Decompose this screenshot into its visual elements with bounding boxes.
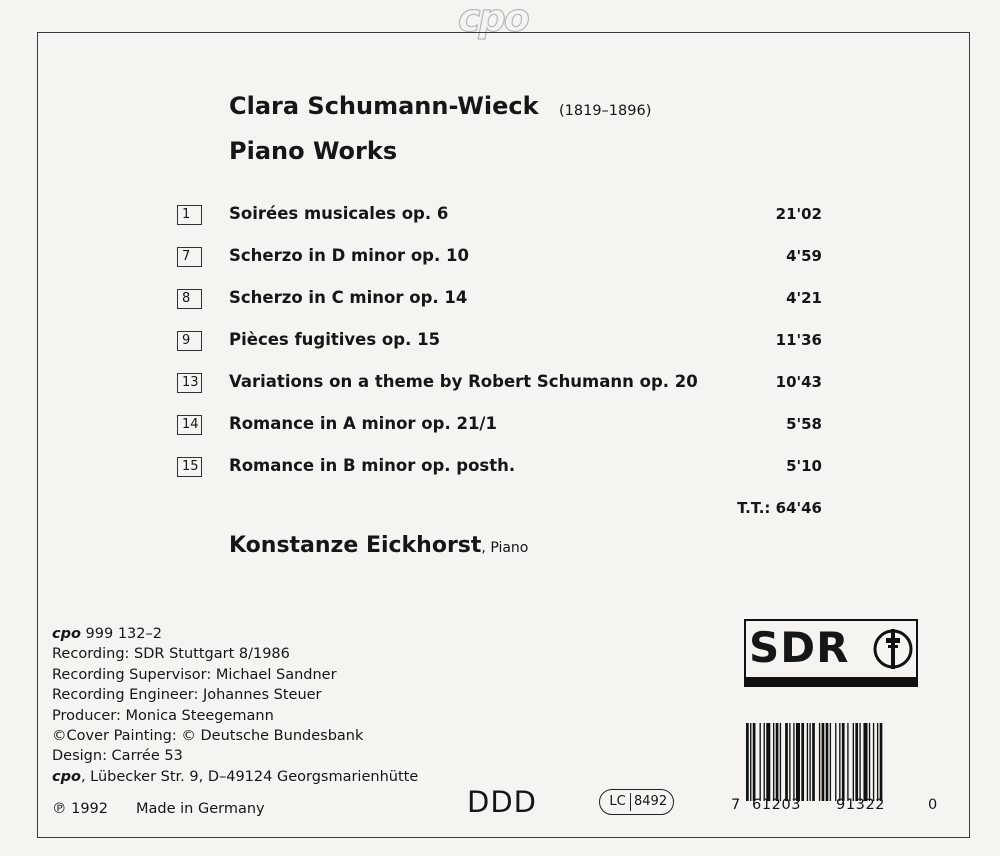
recording-credit: Recording: SDR Stuttgart 8/1986	[52, 646, 290, 663]
track-number: 14	[177, 415, 202, 435]
barcode-right-digits: 91322	[836, 797, 886, 813]
sdr-logo	[744, 619, 918, 687]
catalog-number: 999 132–2	[80, 626, 162, 642]
track-duration: 5'10	[786, 457, 822, 475]
track-row	[0, 326, 1000, 356]
ddd-code: DDD	[467, 785, 537, 819]
address-line	[52, 767, 418, 787]
track-row	[0, 452, 1000, 482]
pline	[52, 801, 265, 817]
catalog-line	[52, 624, 418, 644]
track-number: 8	[177, 289, 202, 309]
address-text: , Lübecker Str. 9, D–49124 Georgsmarienhütte	[80, 768, 419, 785]
track-number: 9	[177, 331, 202, 351]
track-number: 15	[177, 457, 202, 477]
track-title: Pièces fugitives op. 15	[229, 330, 441, 349]
track-duration: 21'02	[775, 205, 822, 223]
track-title: Soirées musicales op. 6	[229, 204, 449, 223]
cpo-logo: cpo	[458, 0, 528, 40]
composer-dates: (1819–1896)	[559, 103, 652, 119]
broadcast-tower-icon	[872, 626, 914, 672]
track-duration: 4'59	[786, 247, 822, 265]
track-number: 13	[177, 373, 202, 393]
barcode-last-digit: 0	[928, 797, 938, 813]
track-duration: 10'43	[775, 373, 822, 391]
credits-block	[52, 624, 418, 787]
barcode-left-digits: 61203	[752, 797, 802, 813]
performer-instrument: , Piano	[481, 540, 529, 556]
track-number: 1	[177, 205, 202, 225]
total-time: T.T.: 64'46	[737, 499, 822, 517]
track-duration: 11'36	[775, 331, 822, 349]
track-row	[0, 200, 1000, 230]
design-credit: Design: Carrée 53	[52, 748, 183, 765]
track-title: Variations on a theme by Robert Schumann op. 20	[229, 372, 698, 391]
engineer-credit: Recording Engineer: Johannes Steuer	[52, 687, 322, 704]
lc-number: 8492	[634, 794, 668, 809]
track-duration: 5'58	[786, 415, 822, 433]
track-row	[0, 284, 1000, 314]
producer-credit: Producer: Monica Steegemann	[52, 707, 274, 724]
track-title: Scherzo in D minor op. 10	[229, 246, 469, 265]
cover-credit: ©Cover Painting: © Deutsche Bundesbank	[52, 728, 364, 745]
track-row	[0, 368, 1000, 398]
barcode	[746, 723, 924, 801]
composer-name: Clara Schumann-Wieck	[229, 92, 539, 120]
track-row	[0, 242, 1000, 272]
track-row	[0, 410, 1000, 440]
track-number: 7	[177, 247, 202, 267]
track-title: Scherzo in C minor op. 14	[229, 288, 468, 307]
made-in-label: Made in Germany	[136, 801, 265, 817]
sdr-logo-bar	[744, 679, 918, 687]
performer	[229, 533, 528, 558]
performer-name: Konstanze Eickhorst	[229, 533, 482, 558]
barcode-first-digit: 7	[731, 797, 741, 813]
track-title: Romance in B minor op. posth.	[229, 456, 516, 475]
address-brand: cpo	[52, 768, 81, 785]
phonogram-notice: ℗ 1992	[52, 801, 109, 817]
catalog-brand: cpo	[52, 626, 81, 642]
sdr-logo-text: SDR	[749, 623, 850, 672]
track-title: Romance in A minor op. 21/1	[229, 414, 497, 433]
album-title: Piano Works	[229, 137, 398, 165]
lc-badge	[599, 789, 674, 815]
track-duration: 4'21	[786, 289, 822, 307]
lc-label: LC	[605, 793, 631, 811]
supervisor-credit: Recording Supervisor: Michael Sandner	[52, 666, 337, 683]
